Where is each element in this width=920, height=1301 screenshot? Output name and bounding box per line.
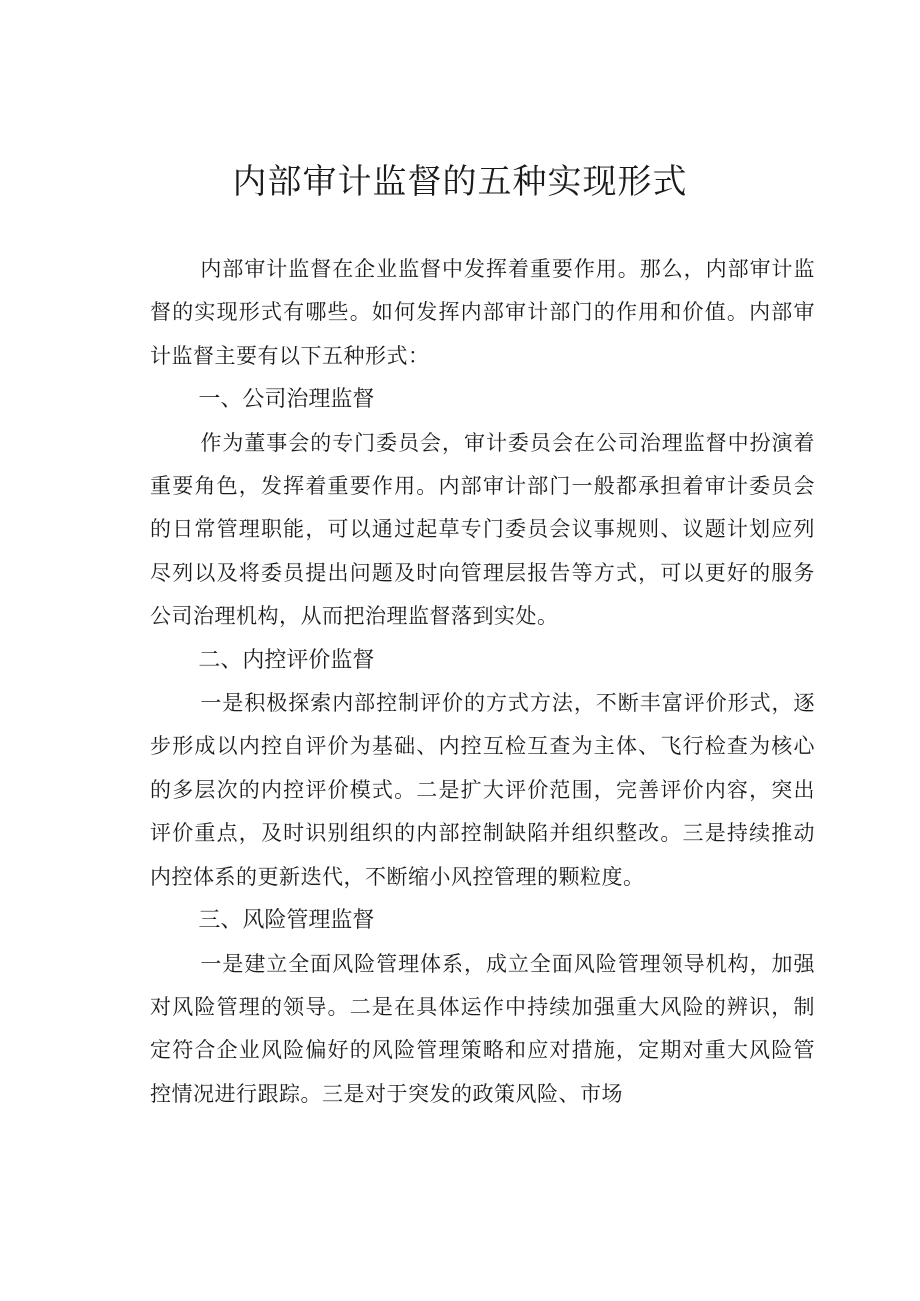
intro-paragraph: 内部审计监督在企业监督中发挥着重要作用。那么，内部审计监督的实现形式有哪些。如何发挥内部审计部门的作用和价值。内部审计监督主要有以下五种形式： [150, 257, 815, 368]
section-body-internal-control: 一是积极探索内部控制评价的方式方法，不断丰富评价形式，逐步形成以内控自评价为基础、内控互检互查为主体、飞行检查为核心的多层次的内控评价模式。二是扩大评价范围，完善评价内容，突出评价重点，及时识别组织的内部控制缺陷并组织整改。三是持续推动内控体系的更新迭代，不断缩小风控管理的颗粒度。 [150, 691, 815, 889]
document-body [150, 248, 815, 1116]
section-heading-governance: 一、公司治理监督 [198, 387, 375, 413]
section-heading-internal-control: 二、内控评价监督 [198, 647, 375, 673]
section-body-governance: 作为董事会的专门委员会，审计委员会在公司治理监督中扮演着重要角色，发挥着重要作用。内部审计部门一般都承担着审计委员会的日常管理职能，可以通过起草专门委员会议事规则、议题计划应列尽列以及将委员提出问题及时向管理层报告等方式，可以更好的服务公司治理机构，从而把治理监督落到实处。 [150, 430, 815, 629]
section-body-risk-management: 一是建立全面风险管理体系，成立全面风险管理领导机构，加强对风险管理的领导。二是在具体运作中持续加强重大风险的辨识，制定符合企业风险偏好的风险管理策略和应对措施，定期对重大风险管控情况进行跟踪。三是对于突发的政策风险、市场 [150, 951, 815, 1106]
section-heading-risk-management: 三、风险管理监督 [198, 908, 375, 934]
page-title: 内部审计监督的五种实现形式 [232, 162, 688, 202]
